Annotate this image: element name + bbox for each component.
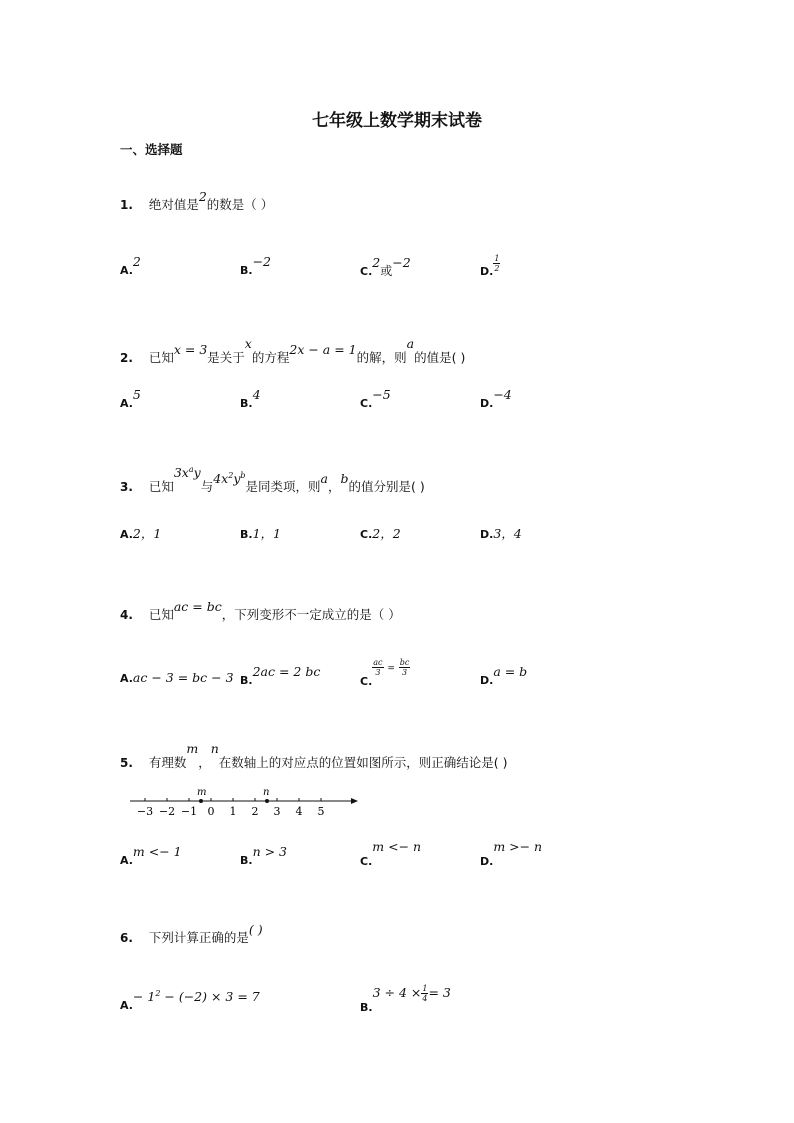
math-expr [372, 984, 451, 1003]
math-expr: 2，2 [372, 526, 401, 541]
math-expr: ac = bc [173, 599, 222, 614]
math-expr: n [210, 741, 219, 756]
math-part: − 1 [132, 989, 156, 1005]
option-label: D. [480, 528, 494, 541]
q5-option-c[interactable] [360, 839, 422, 868]
question-text: 的方程 [251, 350, 290, 365]
axis-arrow [351, 798, 358, 804]
question-3 [120, 464, 425, 495]
math-expr: m [186, 741, 199, 756]
tick-label: 4 [295, 805, 303, 818]
question-text: ，下列变形不一定成立的是（ ） [221, 607, 401, 622]
math-part: y [233, 471, 241, 486]
option-label: B. [360, 1001, 373, 1014]
point-m [199, 799, 203, 803]
question-text: ， [327, 479, 341, 494]
m-label: m [197, 787, 207, 798]
q4-option-d[interactable] [480, 664, 528, 687]
option-label: B. [240, 674, 253, 687]
option-label: A. [120, 397, 133, 410]
question-number: 4. [120, 608, 133, 622]
q3-option-b[interactable] [240, 524, 281, 542]
option-label: D. [480, 265, 494, 278]
q2-option-a[interactable] [120, 387, 141, 410]
option-label: A. [120, 264, 133, 277]
math-part: 3 ÷ 4 × [372, 985, 422, 1000]
question-number: 5. [120, 756, 133, 770]
section-heading: 一、选择题 [120, 142, 183, 157]
exponent: b [240, 470, 246, 480]
tick-label: 0 [207, 805, 215, 818]
math-expr: x [244, 336, 252, 351]
numerator: 1 [422, 984, 428, 993]
math-expr: n > 3 [252, 844, 288, 859]
exponent: 2 [155, 989, 161, 998]
question-text: 已知 [148, 350, 174, 365]
math-expr: 2ac = 2 bc [252, 664, 321, 679]
option-label: B. [240, 854, 253, 867]
question-text: 有理数 [148, 755, 187, 770]
option-text: 或 [380, 264, 393, 278]
option-label: A. [120, 528, 133, 541]
fraction [399, 658, 411, 677]
tick-label: 5 [317, 805, 325, 818]
q4-option-b[interactable] [240, 664, 321, 687]
fraction-equation [372, 658, 410, 677]
math-expr: 2，1 [132, 526, 162, 541]
question-text: 是同类项，则 [245, 479, 321, 494]
q1-option-b[interactable] [240, 254, 272, 277]
option-label: D. [480, 674, 494, 687]
question-text: 的数是（ ） [206, 197, 274, 212]
question-text: ， [198, 755, 211, 770]
q2-option-b[interactable] [240, 387, 261, 410]
tick-label: 1 [229, 805, 237, 818]
denominator: 2 [494, 264, 500, 273]
q1-option-a[interactable] [120, 254, 141, 277]
option-label: B. [240, 397, 253, 410]
number-line [125, 784, 370, 820]
math-expr: b [340, 471, 349, 486]
math-expr: 1，1 [252, 526, 281, 541]
option-label: C. [360, 855, 373, 868]
option-label: A. [120, 854, 133, 867]
math-expr: −4 [493, 387, 512, 402]
option-label: D. [480, 397, 494, 410]
q3-option-a[interactable] [120, 524, 161, 542]
math-expr: 2 [198, 189, 207, 204]
tick-label: −2 [158, 805, 176, 818]
option-label: C. [360, 265, 373, 278]
question-6 [120, 922, 263, 946]
q1-option-c[interactable] [360, 255, 411, 279]
question-number: 3. [120, 480, 133, 494]
option-label: C. [360, 675, 373, 688]
q4-option-a[interactable] [120, 670, 234, 685]
q1-option-d[interactable] [480, 254, 500, 281]
option-label: A. [120, 672, 133, 685]
question-text: 在数轴上的对应点的位置如图所示，则正确结论是( ) [218, 755, 508, 770]
q5-option-d[interactable] [480, 839, 543, 868]
fraction [493, 254, 500, 273]
tick-label: 3 [273, 805, 281, 818]
question-text: 下列计算正确的是 [148, 930, 249, 945]
page-title: 七年级上数学期末试卷 [312, 111, 482, 131]
fraction [372, 658, 383, 677]
numerator: bc [399, 658, 410, 667]
question-text: 是关于 [207, 350, 245, 365]
numerator: ac [373, 658, 383, 667]
math-expr: −2 [392, 255, 411, 270]
math-expr: 3，4 [493, 526, 522, 541]
tick-label: 2 [251, 805, 259, 818]
option-label: B. [240, 528, 253, 541]
math-expr: 5 [132, 387, 141, 402]
question-text: 与 [200, 479, 214, 494]
q5-option-b[interactable] [240, 844, 288, 867]
math-expr: m <− 1 [132, 844, 182, 859]
math-part: = 3 [428, 985, 451, 1000]
math-part: y [193, 465, 201, 480]
q2-option-c[interactable] [360, 387, 391, 410]
question-text: 已知 [148, 607, 174, 622]
math-expr: −2 [252, 254, 272, 269]
math-part: 4x [213, 471, 229, 486]
question-text: 已知 [148, 479, 174, 494]
numerator: 1 [494, 254, 500, 263]
option-label: C. [360, 397, 373, 410]
q4-option-c[interactable] [360, 658, 410, 691]
math-expr [213, 471, 245, 486]
exponent: 2 [228, 470, 234, 480]
question-text: 的解，则 [356, 350, 407, 365]
question-1 [120, 189, 274, 213]
answer-paren: ( ) [248, 922, 263, 937]
question-text: 的值是( ) [414, 350, 466, 365]
math-expr: −5 [372, 387, 391, 402]
option-label: D. [480, 855, 494, 868]
q2-option-d[interactable] [480, 387, 512, 410]
question-number: 2. [120, 351, 133, 365]
exponent: a [188, 464, 194, 474]
q6-option-b[interactable] [360, 984, 451, 1017]
denominator: 3 [375, 668, 381, 677]
math-expr: x = 3 [173, 342, 208, 357]
option-label: B. [240, 264, 253, 277]
option-label: A. [120, 999, 133, 1013]
denominator: 3 [401, 668, 408, 677]
equals-sign: = [387, 664, 395, 674]
math-expr: 2x − a = 1 [289, 342, 357, 357]
question-text: 绝对值是 [148, 197, 199, 212]
denominator: 4 [422, 994, 428, 1003]
math-expr: a [320, 471, 328, 486]
question-2 [120, 336, 466, 366]
question-5 [120, 741, 508, 771]
math-expr: m <− n [372, 839, 422, 854]
math-expr: 4 [252, 387, 261, 402]
math-expr [133, 989, 260, 1004]
question-text: 的值分别是( ) [348, 479, 425, 494]
q3-option-c[interactable] [360, 524, 401, 542]
math-expr: m >− n [493, 839, 543, 854]
math-expr: a [406, 336, 415, 351]
math-expr [174, 465, 201, 480]
math-expr: a = b [493, 664, 528, 679]
math-part: − (−2) × 3 = 7 [160, 989, 260, 1005]
math-expr: 2 [132, 254, 141, 269]
q5-option-a[interactable] [120, 844, 182, 867]
tick-label: −3 [136, 805, 154, 818]
tick-label: −1 [180, 805, 198, 818]
point-n [265, 799, 269, 803]
q6-option-a[interactable] [120, 989, 260, 1013]
n-label: n [263, 787, 270, 798]
question-4 [120, 599, 401, 623]
math-part: 3x [173, 465, 189, 480]
math-expr: ac − 3 = bc − 3 [132, 670, 234, 685]
question-number: 1. [120, 198, 133, 212]
math-expr: 2 [372, 255, 381, 270]
option-label: C. [360, 528, 373, 541]
question-number: 6. [120, 931, 133, 945]
q3-option-d[interactable] [480, 524, 522, 542]
